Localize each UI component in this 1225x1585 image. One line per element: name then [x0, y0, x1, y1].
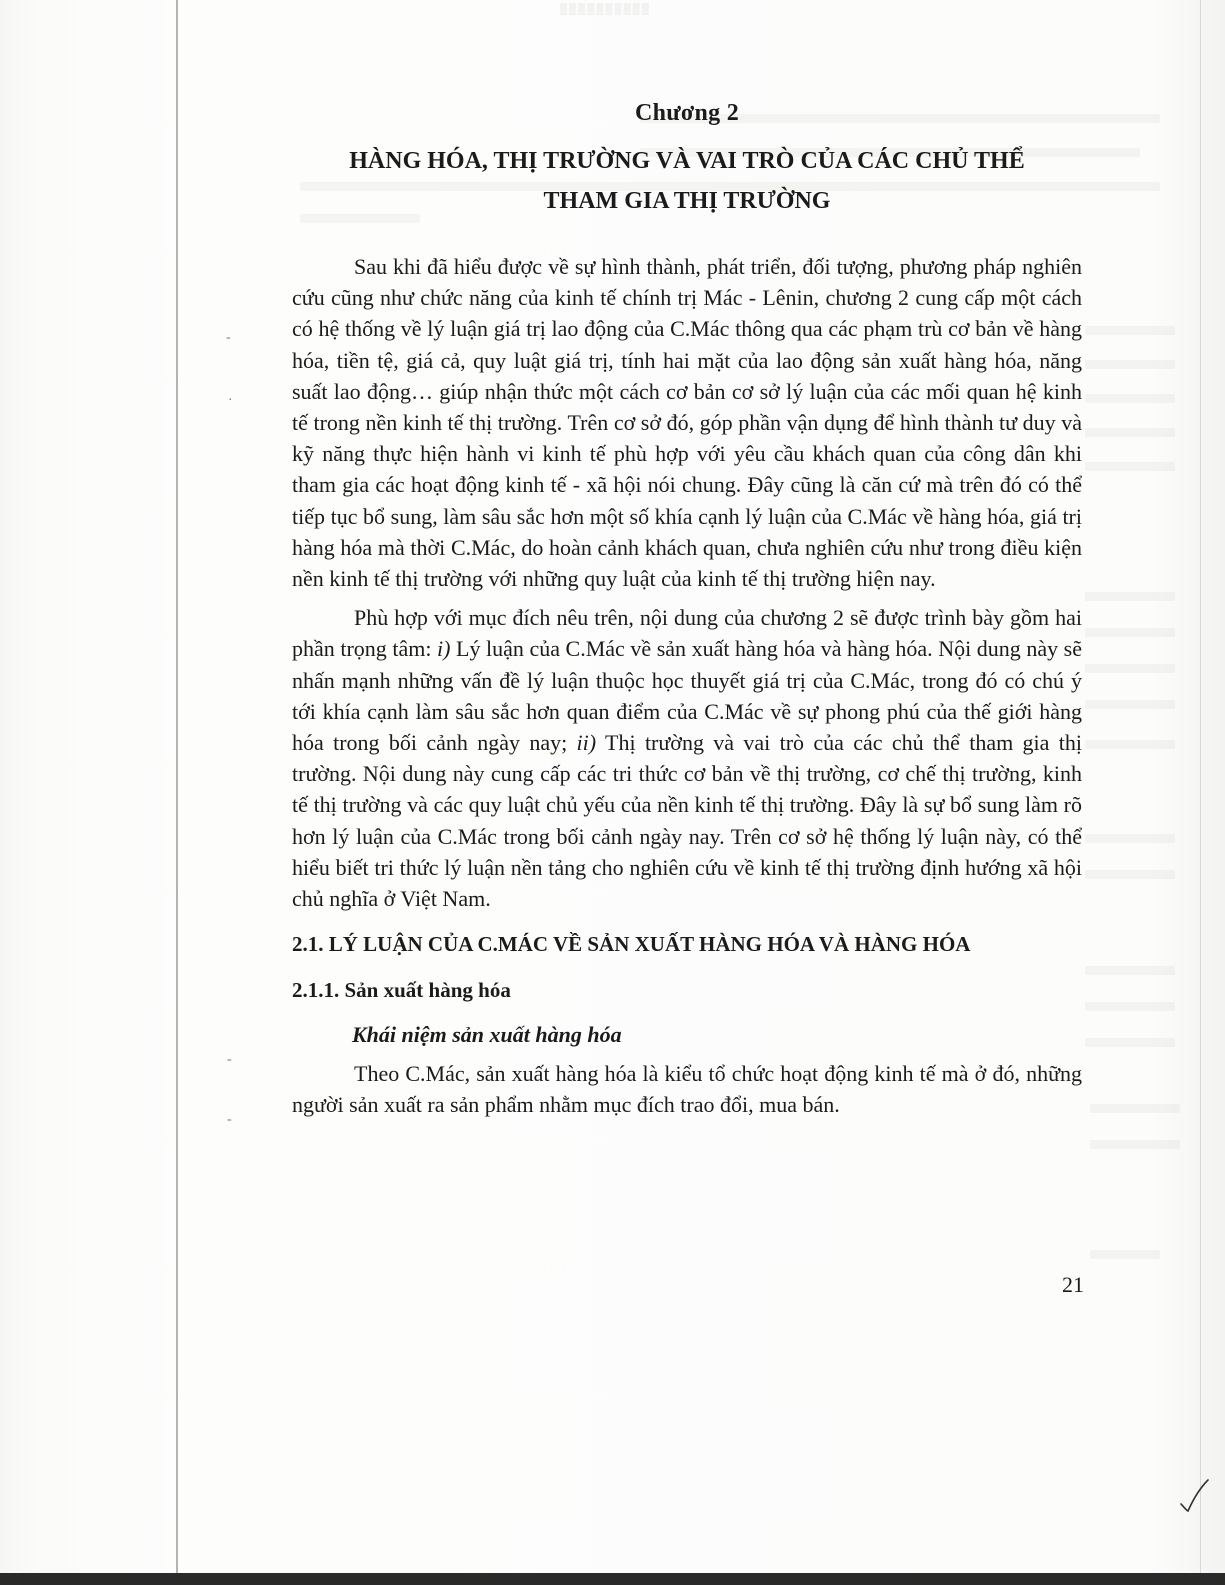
intro-paragraph-2 — [292, 602, 1082, 914]
intro-paragraph-1: Sau khi đã hiểu được về sự hình thành, phát triển, đối tượng, phương pháp nghiên cứu cũng như chức năng của kinh tế chính trị Mác - Lênin, chương 2 cung cấp một cách có hệ thống về lý luận giá trị lao động của C.Mác thông qua các phạm trù cơ bản về hàng hóa, tiền tệ, giá cả, quy luật giá trị, tính hai mặt của lao động sản xuất hàng hóa, năng suất lao động… giúp nhận thức một cách cơ bản cơ sở lý luận của các mối quan hệ kinh tế trong nền kinh tế thị trường. Trên cơ sở đó, góp phần vận dụng để hình thành tư duy và kỹ năng thực hiện hành vi kinh tế phù hợp với yêu cầu khách quan của công dân khi tham gia các hoạt động kinh tế - xã hội nói chung. Đây cũng là căn cứ mà trên đó có thể tiếp tục bổ sung, làm sâu sắc hơn một số khía cạnh lý luận của C.Mác về hàng hóa, giá trị hàng hóa mà thời C.Mác, do hoàn cảnh khách quan, chưa nghiên cứu như trong điều kiện nền kinh tế thị trường với những quy luật của kinh tế thị trường hiện nay. — [292, 254, 1082, 592]
intro-paragraph-2-part-c: Thị trường và vai trò của các chủ thể tham gia thị trường. Nội dung này cung cấp các tri thức cơ bản về thị trường, cơ chế thị trường, kinh tế thị trường và các quy luật chủ yếu của nền kinh tế thị trường. Đây là sự bổ sung làm rõ hơn lý luận của C.Mác trong bối cảnh ngày nay. Trên cơ sở hệ thống lý luận này, có thể hiểu biết tri thức lý luận nền tảng cho nghiên cứu về kinh tế thị trường định hướng xã hội chủ nghĩa ở Việt Nam. — [292, 730, 1082, 912]
page-content — [292, 100, 1082, 1121]
page-number: 21 — [1062, 1272, 1084, 1297]
list-marker-i: i) — [437, 636, 451, 662]
intro-paragraph-2-part-a: Phù hợp với mục đích nêu trên, nội dung của chương 2 sẽ được trình bày gồm hai phần trọng tâm: — [292, 605, 1082, 662]
subsection-heading: 2.1.1. Sản xuất hàng hóa — [292, 978, 511, 1003]
top-smudge: ▒▒▒▒▒▒▒▒▒▒ — [560, 4, 651, 15]
chapter-title-line-2: THAM GIA THỊ TRƯỜNG — [543, 188, 831, 214]
margin-dot: - — [227, 1052, 232, 1067]
scan-bottom-edge — [0, 1573, 1225, 1585]
chapter-title-line-1: HÀNG HÓA, THỊ TRƯỜNG VÀ VAI TRÒ CỦA CÁC CHỦ THỂ — [349, 148, 1025, 174]
intro-paragraph-2-part-b: Lý luận của C.Mác về sản xuất hàng hóa và hàng hóa. Nội dung này sẽ nhấn mạnh những vấn đề lý luận thuộc học thuyết giá trị của C.Mác, trong đó có chú ý tới khía cạnh làm sâu sắc hơn quan điểm của C.Mác về sự phong phú của thế giới hàng hóa trong bối cảnh ngày nay; — [292, 636, 1082, 756]
margin-dot: · — [228, 393, 233, 408]
margin-dot: - — [227, 1112, 232, 1127]
chapter-title — [292, 141, 1082, 221]
binding-edge-line — [176, 0, 178, 1585]
check-mark-icon — [1178, 1478, 1210, 1523]
list-marker-ii: ii) — [576, 730, 597, 756]
final-paragraph: Theo C.Mác, sản xuất hàng hóa là kiểu tổ chức hoạt động kinh tế mà ở đó, những người sản xuất ra sản phẩm nhằm mục đích trao đổi, mua bán. — [292, 1061, 1082, 1118]
right-edge-line — [1200, 0, 1201, 1585]
concept-heading: Khái niệm sản xuất hàng hóa — [352, 1022, 622, 1048]
section-heading: 2.1. LÝ LUẬN CỦA C.MÁC VỀ SẢN XUẤT HÀNG HÓA VÀ HÀNG HÓA — [292, 932, 971, 957]
margin-dot: - — [226, 330, 231, 345]
chapter-label: Chương 2 — [634, 100, 740, 126]
